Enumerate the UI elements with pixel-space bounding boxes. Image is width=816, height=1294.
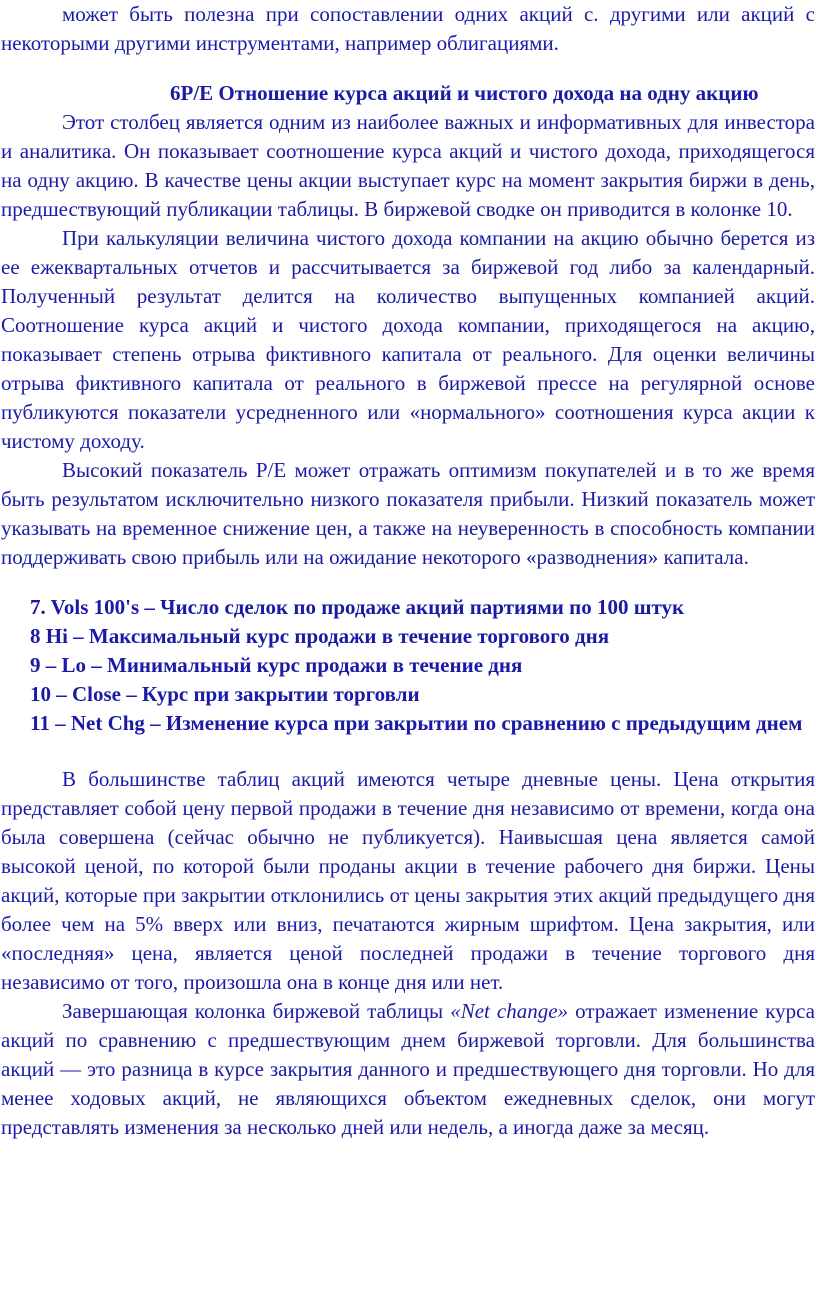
net-change-term: «Net change» bbox=[450, 999, 569, 1023]
spacer bbox=[0, 58, 816, 79]
list-item: 11 – Net Chg – Изменение курса при закрытии по сравнению с предыдущим днем bbox=[30, 711, 803, 735]
list-item: 10 – Close – Курс при закрытии торговли bbox=[30, 682, 420, 706]
paragraph-net-change bbox=[0, 997, 816, 1142]
list-item: 9 – Lo – Минимальный курс продажи в течение дня bbox=[30, 653, 523, 677]
column-list bbox=[0, 593, 816, 738]
list-item: 7. Vols 100's – Число сделок по продаже акций партиями по 100 штук bbox=[30, 595, 685, 619]
section-heading-pe: 6P/E Отношение курса акций и чистого дохода на одну акцию bbox=[170, 81, 759, 105]
net-change-text-before: Завершающая колонка биржевой таблицы bbox=[62, 999, 451, 1023]
list-item: 8 Hi – Максимальный курс продажи в течение торгового дня bbox=[30, 624, 610, 648]
spacer bbox=[0, 572, 816, 593]
paragraph-pe-1: Этот столбец является одним из наиболее важных и информативных для инвестора и аналитика. Он показывает соотношение курса акций и чистого дохода, приходящегося на одну акцию. В качестве цены акции выступает курс на момент закрытия биржи в день, предшествующий публикации таблицы. В биржевой сводке он приводится в колонке 10. bbox=[1, 110, 815, 221]
paragraph-pe-2: При калькуляции величина чистого дохода компании на акцию обычно берется из ее ежеквартальных отчетов и рассчитывается за биржевой год либо за календарный. Полученный результат делится на количество выпущенных компанией акций. Соотношение курса акций и чистого дохода компании, приходящегося на акцию, показывает степень отрыва фиктивного капитала от реального. Для оценки величины отрыва фиктивного капитала от реального в биржевой прессе на регулярной основе публикуются показатели усредненного или «нормального» соотношения курса акции к чистому доходу. bbox=[1, 226, 815, 453]
spacer bbox=[0, 738, 816, 765]
paragraph-prices: В большинстве таблиц акций имеются четыре дневные цены. Цена открытия представляет собой цену первой продажи в течение дня независимо от времени, когда она была совершена (сейчас обычно не публикуется). Наивысшая цена является самой высокой ценой, по которой были проданы акции в течение рабочего дня биржи. Цены акций, которые при закрытии отклонились от цены закрытия этих акций предыдущего дня более чем на 5% вверх или вниз, печатаются жирным шрифтом. Цена закрытия, или «последняя» цена, является ценой последней продажи в течение торгового дня независимо от того, произошла она в конце дня или нет. bbox=[1, 767, 815, 994]
intro-paragraph: может быть полезна при сопоставлении одних акций с. другими или акций с некоторыми другими инструментами, например облигациями. bbox=[1, 2, 815, 55]
net-change-text-after: отражает изменение курса акций по сравнению с предшествующим днем биржевой торговли. Для большинства акций — это разница в курсе закрытия данного и предшествующего дня торговли. Но для менее ходовых акций, не являющихся объектом ежедневных сделок, они могут представлять изменения за несколько дней или недель, а иногда даже за месяц. bbox=[1, 999, 815, 1139]
paragraph-pe-3: Высокий показатель P/E может отражать оптимизм покупателей и в то же время быть результатом исключительно низкого показателя прибыли. Низкий показатель может указывать на временное снижение цен, а также на неуверенность в способность компании поддерживать свою прибыль или на ожидание некоторого «разводнения» капитала. bbox=[1, 458, 815, 569]
